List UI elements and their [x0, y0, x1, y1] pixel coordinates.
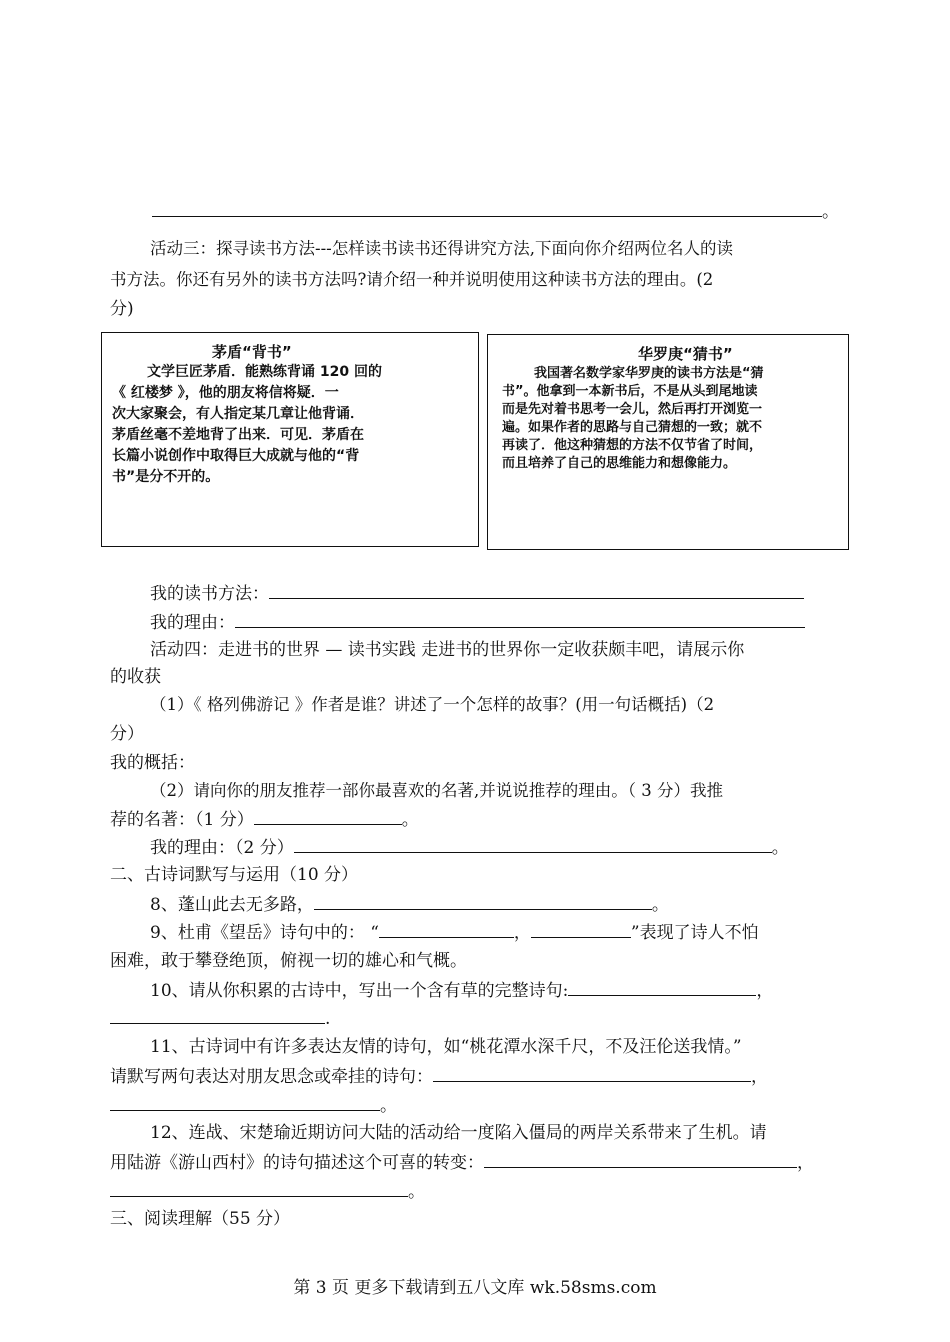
hualuogeng-line: 书”。他拿到一本新书后，不是从头到尾地读	[502, 384, 758, 399]
blank[interactable]	[152, 198, 822, 217]
q10-blank-2[interactable]	[110, 1005, 325, 1024]
hualuogeng-line: 我国著名数学家华罗庚的读书方法是“猜	[534, 366, 764, 381]
q9-line2: 困难，敢于攀登绝顶，俯视一切的雄心和气概。	[110, 951, 467, 971]
maodun-line: 茅盾丝毫不差地背了出来．可见．茅盾在	[112, 427, 364, 443]
reason-blank[interactable]	[235, 609, 805, 628]
hualuogeng-line: 再读了．他这种猜想的方法不仅节省了时间，	[502, 438, 763, 453]
my-reason: 我的理由：	[150, 609, 805, 636]
maodun-line: 长篇小说创作中取得巨大成就与他的“背	[112, 448, 360, 464]
q11-line1: 11、古诗词中有许多表达友情的诗句，如“桃花潭水深千尺，不及汪伦送我情。”	[150, 1037, 742, 1057]
summary-label: 我的概括：	[110, 753, 195, 773]
q9-blank-2[interactable]	[531, 919, 631, 938]
q2-reason-blank[interactable]	[294, 834, 772, 853]
section3-title: 三、阅读理解（55 分）	[110, 1209, 291, 1229]
q1-line1: （1）《 格列佛游记 》作者是谁？讲述了一个怎样的故事？(用一句话概括)（2	[150, 695, 715, 714]
hualuogeng-box	[487, 334, 849, 550]
method-blank[interactable]	[269, 580, 804, 599]
q10: 10、请从你积累的古诗中，写出一个含有草的完整诗句: ，	[150, 977, 773, 1004]
q1-line2: 分）	[110, 724, 144, 744]
maodun-line: 次大家聚会，有人指定某几章让他背诵．	[112, 406, 364, 422]
q10-blank-1[interactable]	[568, 977, 756, 996]
activity3-line2: 书方法。你还有另外的读书方法吗?请介绍一种并说明使用这种读书方法的理由。(2	[110, 270, 714, 289]
q8: 8、蓬山此去无多路， 。	[150, 891, 669, 918]
q2-line1: （2）请向你的朋友推荐一部你最喜欢的名著,并说说推荐的理由。（ 3 分）我推	[150, 781, 723, 800]
maodun-line: 《 红楼梦 》，他的朋友将信将疑．一	[112, 385, 339, 401]
hualuogeng-box-title: 华罗庚“猜书”	[638, 345, 733, 363]
q12-line2: 用陆游《游山西村》的诗句描述这个可喜的转变： ，	[110, 1149, 814, 1176]
activity3-line1: 活动三：探寻读书方法---怎样读书读书还得讲究方法,下面向你介绍两位名人的读	[150, 239, 733, 258]
q12-blank-2[interactable]	[110, 1178, 408, 1197]
q11-line2: 请默写两句表达对朋友思念或牵挂的诗句： ，	[110, 1063, 768, 1090]
q11-blank-1[interactable]	[433, 1063, 751, 1082]
my-method: 我的读书方法：	[150, 580, 804, 607]
q10-line2: .	[110, 1005, 330, 1032]
q11-line3: 。	[110, 1092, 397, 1119]
book-blank[interactable]	[254, 806, 402, 825]
q2-reason: 我的理由：（2 分） 。	[150, 834, 789, 861]
maodun-line: 文学巨匠茅盾．能熟练背诵 120 回的	[147, 364, 382, 380]
q12-line1: 12、连战、宋楚瑜近期访问大陆的活动给一度陷入僵局的两岸关系带来了生机。请	[150, 1123, 767, 1143]
activity4-line2: 的收获	[110, 667, 161, 687]
activity3-line3: 分)	[110, 299, 134, 319]
maodun-line: 书”是分不开的。	[112, 469, 220, 485]
q8-blank[interactable]	[314, 891, 652, 910]
q12-blank-1[interactable]	[484, 1149, 797, 1168]
activity4-line1: 活动四：走进书的世界 — 读书实践 走进书的世界你一定收获颇丰吧，请展示你	[150, 640, 745, 660]
hualuogeng-line: 而是先对着书思考一会儿，然后再打开浏览一	[502, 402, 763, 417]
q11-blank-2[interactable]	[110, 1092, 380, 1111]
q9: 9、杜甫《望岳》诗句中的： “ ， ”表现了诗人不怕	[150, 919, 759, 946]
maodun-box-title: 茅盾“背书”	[212, 343, 292, 361]
page-footer: 第 3 页 更多下载请到五八文库 wk.58sms.com	[293, 1278, 657, 1298]
q12-line3: 。	[110, 1178, 425, 1205]
section2-title: 二、古诗词默写与运用（10 分）	[110, 865, 359, 885]
hualuogeng-line: 而且培养了自己的思维能力和想像能力。	[502, 456, 737, 471]
answer-line-top: 。	[152, 198, 839, 225]
q2-line2: 荐的名著：（1 分） 。	[110, 806, 419, 833]
hualuogeng-line: 遍。如果作者的思路与自己猜想的一致；就不	[502, 420, 763, 435]
q9-blank-1[interactable]	[379, 919, 514, 938]
maodun-box	[101, 332, 479, 547]
